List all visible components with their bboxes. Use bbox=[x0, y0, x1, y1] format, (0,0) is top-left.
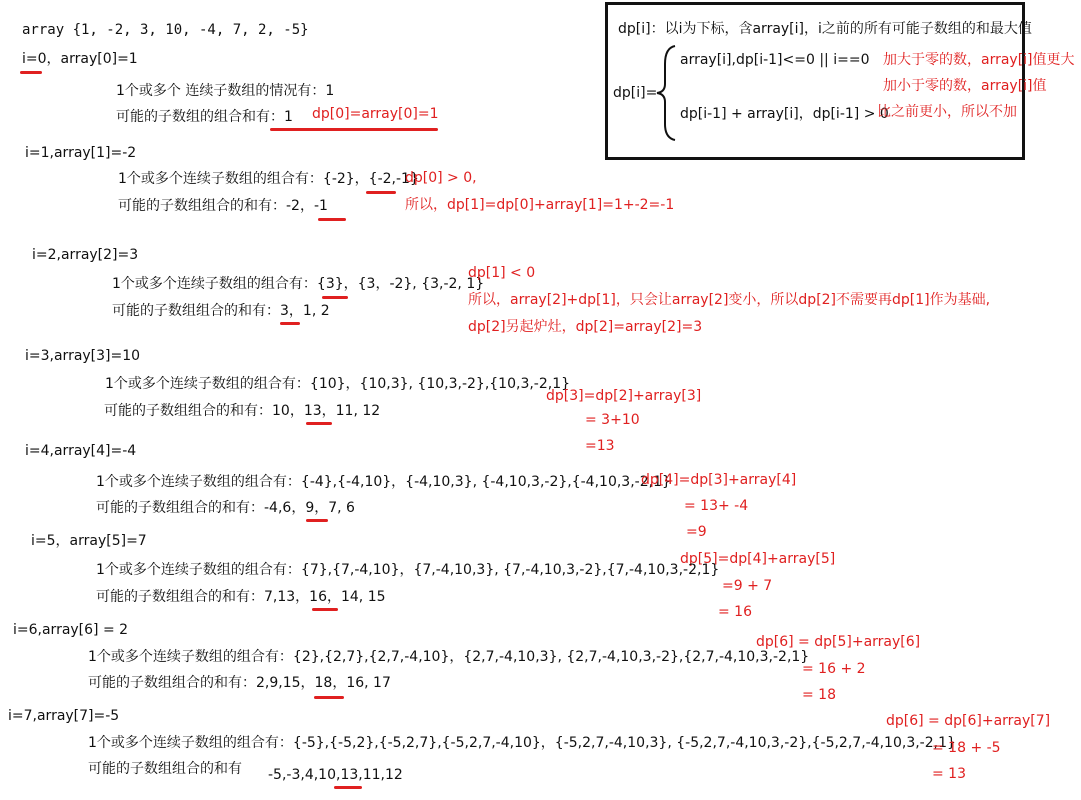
step-note: = 13+ -4 bbox=[684, 498, 749, 514]
step-combos: 1个或多个连续子数组的组合有：{-4},{-4,10}，{-4,10,3}, {-4,10,3,-2},{-4,10,3,-2,1} bbox=[96, 474, 671, 490]
underline bbox=[312, 608, 338, 611]
step-note: =9 + 7 bbox=[722, 578, 773, 594]
step-index: i=3,array[3]=10 bbox=[25, 348, 141, 364]
step-sums: 可能的子数组组合的和有：3，1, 2 bbox=[112, 303, 330, 319]
step-note: =9 bbox=[686, 524, 707, 540]
dp-label: dp[i]= bbox=[613, 85, 658, 101]
underline bbox=[334, 786, 362, 789]
step-note: dp[4]=dp[3]+array[4] bbox=[641, 472, 797, 488]
step-note: dp[0] > 0, bbox=[405, 170, 477, 186]
step-index: i=7,array[7]=-5 bbox=[8, 708, 120, 724]
step-combos: 1个或多个连续子数组的组合有：{3}，{3，-2}, {3,-2, 1} bbox=[112, 276, 485, 292]
step-sums: 可能的子数组的组合和有：1 bbox=[116, 109, 293, 125]
underline bbox=[306, 519, 328, 522]
dp-case-1: array[i],dp[i-1]<=0 || i==0 bbox=[680, 52, 870, 68]
step-note: = 18 bbox=[802, 687, 836, 703]
step-note: dp[0]=array[0]=1 bbox=[312, 106, 439, 122]
step-sums: 可能的子数组组合的和有：-4,6，9，7, 6 bbox=[96, 500, 355, 516]
step-index: i=1,array[1]=-2 bbox=[25, 145, 137, 161]
underline bbox=[322, 296, 348, 299]
step-combos: 1个或多个连续子数组的组合有：{10}，{10,3}, {10,3,-2},{10,3,-2,1} bbox=[105, 376, 571, 392]
step-index: i=2,array[2]=3 bbox=[32, 247, 139, 263]
step-note: dp[1] < 0 bbox=[468, 265, 536, 281]
step-index: i=6,array[6] = 2 bbox=[13, 622, 129, 638]
step-sums-values: -5,-3,4,10,13,11,12 bbox=[268, 767, 403, 783]
step-combos: 1个或多个连续子数组的组合有：{7},{7,-4,10}，{7,-4,10,3}, {7,-4,10,3,-2},{7,-4,10,3,-2,1} bbox=[96, 562, 720, 578]
step-index: i=4,array[4]=-4 bbox=[25, 443, 137, 459]
step-combos: 1个或多个连续子数组的组合有：{-5},{-5,2},{-5,2,7},{-5,2,7,-4,10}，{-5,2,7,-4,10,3}, {-5,2,7,-4,10,3,-2},{-5,2,7,-4,10,3,-2,1} bbox=[88, 735, 956, 751]
underline bbox=[318, 218, 346, 221]
dp-note-1: 加大于零的数，array[i]值更大 bbox=[883, 52, 1075, 68]
underline bbox=[280, 322, 300, 325]
step-note: 所以，dp[1]=dp[0]+array[1]=1+-2=-1 bbox=[405, 197, 675, 213]
step-sums: 可能的子数组组合的和有：-2，-1 bbox=[118, 198, 328, 214]
step-sums: 可能的子数组组合的和有：2,9,15，18，16, 17 bbox=[88, 675, 391, 691]
step-note: dp[5]=dp[4]+array[5] bbox=[680, 551, 836, 567]
step-sums: 可能的子数组组合的和有：10，13，11, 12 bbox=[104, 403, 381, 419]
dp-note-3: 比之前更小，所以不加 bbox=[877, 104, 1017, 120]
underline bbox=[306, 422, 332, 425]
step-note: = 13 bbox=[932, 766, 966, 782]
step-note: dp[3]=dp[2]+array[3] bbox=[546, 388, 702, 404]
underline bbox=[20, 71, 42, 74]
step-note: dp[2]另起炉灶，dp[2]=array[2]=3 bbox=[468, 319, 703, 335]
step-combos: 1个或多个连续子数组的组合有：{-2}，{-2,-1} bbox=[118, 171, 419, 187]
step-combos: 1个或多个 连续子数组的情况有：1 bbox=[116, 83, 335, 99]
step-note: = 18 + -5 bbox=[932, 740, 1001, 756]
step-index: i=5，array[5]=7 bbox=[31, 533, 147, 549]
step-note: dp[6] = dp[5]+array[6] bbox=[756, 634, 921, 650]
dp-case-2: dp[i-1] + array[i]，dp[i-1] > 0 bbox=[680, 106, 889, 122]
underline bbox=[270, 128, 438, 131]
step-note: dp[6] = dp[6]+array[7] bbox=[886, 713, 1051, 729]
underline bbox=[366, 191, 396, 194]
step-sums-label: 可能的子数组组合的和有 bbox=[88, 761, 242, 777]
dp-definition-title: dp[i]：以i为下标，含array[i]，i之前的所有可能子数组的和最大值 bbox=[618, 21, 1032, 37]
underline bbox=[314, 696, 344, 699]
step-note: = 3+10 bbox=[585, 412, 640, 428]
step-sums: 可能的子数组组合的和有：7,13，16，14, 15 bbox=[96, 589, 386, 605]
step-note: 所以，array[2]+dp[1]，只会让array[2]变小，所以dp[2]不需要再dp[1]作为基础, bbox=[468, 292, 991, 308]
step-note: = 16 bbox=[718, 604, 752, 620]
step-note: =13 bbox=[585, 438, 615, 454]
array-definition: array {1, -2, 3, 10, -4, 7, 2, -5} bbox=[22, 22, 309, 38]
step-note: = 16 + 2 bbox=[802, 661, 866, 677]
step-combos: 1个或多个连续子数组的组合有：{2},{2,7},{2,7,-4,10}，{2,7,-4,10,3}, {2,7,-4,10,3,-2},{2,7,-4,10,3,-2,1} bbox=[88, 649, 810, 665]
step-index: i=0，array[0]=1 bbox=[22, 51, 138, 67]
dp-note-2: 加小于零的数，array[i]值 bbox=[883, 78, 1047, 94]
